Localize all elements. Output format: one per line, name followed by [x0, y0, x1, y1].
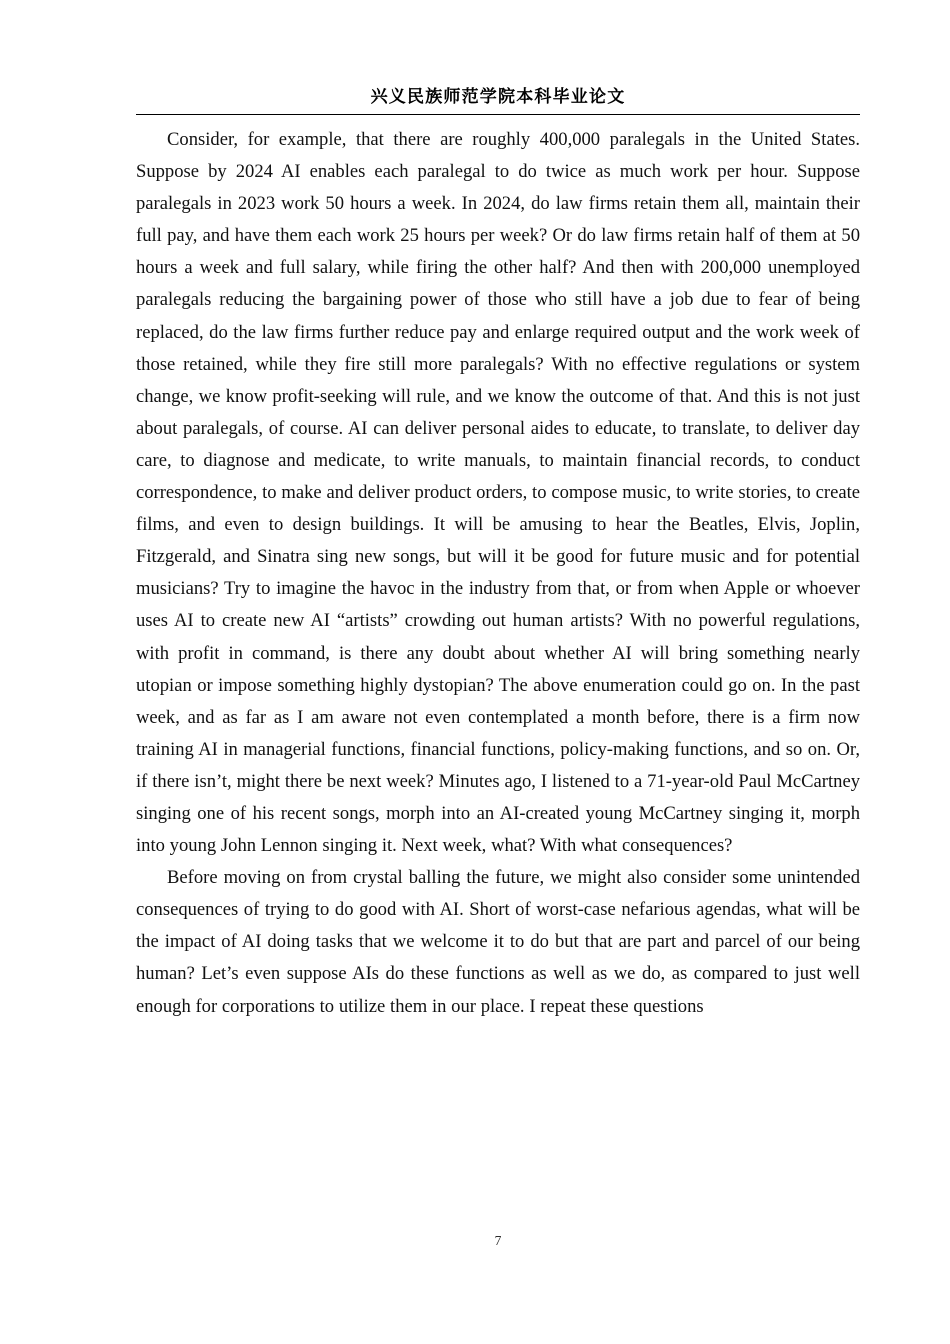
paragraph: Before moving on from crystal balling the future, we might also consider some unintended consequences of trying to do good with AI. Short of worst-case nefarious agendas, what will be the impact of AI doing tasks that we welcome it to do but that are part and parcel of our being human? Let’s even suppose AIs do these functions as well as we do, as compared to just well enough for corporations to utilize them in our place. I repeat these questions	[136, 867, 860, 1017]
body-text-block	[136, 124, 860, 1023]
page-footer	[136, 1232, 860, 1250]
header-divider-rule	[136, 114, 860, 115]
paragraph: Consider, for example, that there are roughly 400,000 paralegals in the United States. Suppose by 2024 AI enables each paralegal to do twice as much work per hour. Suppose paralegals in 2023 work 50 hours a week. In 2024, do law firms retain them all, maintain their full pay, and have them each work 25 hours per week? Or do law firms retain half of them at 50 hours a week and full salary, while firing the other half? And then with 200,000 unemployed paralegals reducing the bargaining power of those who still have a job due to fear of being replaced, do the law firms further reduce pay and enlarge required output and the work week of those retained, while they fire still more paralegals? With no effective regulations or system change, we know profit-seeking will rule, and we know the outcome of that. And this is not just about paralegals, of course. AI can deliver personal aides to educate, to translate, to deliver day care, to diagnose and medicate, to write manuals, to maintain financial records, to conduct correspondence, to make and deliver product orders, to compose music, to write stories, to create films, and even to design buildings. It will be amusing to hear the Beatles, Elvis, Joplin, Fitzgerald, and Sinatra sing new songs, but will it be good for future music and for potential musicians? Try to imagine the havoc in the industry from that, or from when Apple or whoever uses AI to create new AI “artists” crowding out human artists? With no powerful regulations, with profit in command, is there any doubt about whether AI will bring something nearly utopian or impose something highly dystopian? The above enumeration could go on. In the past week, and as far as I am aware not even contemplated a month before, there is a firm now training AI in managerial functions, financial functions, policy-making functions, and so on. Or, if there isn’t, might there be next week? Minutes ago, I listened to a 71-year-old Paul McCartney singing one of his recent songs, morph into an AI-created young McCartney singing it, morph into young John Lennon singing it. Next week, what? With what consequences?	[136, 129, 860, 857]
page-number: 7	[494, 1233, 502, 1248]
running-header	[136, 86, 860, 108]
header-title: 兴义民族师范学院本科毕业论文	[370, 87, 626, 107]
